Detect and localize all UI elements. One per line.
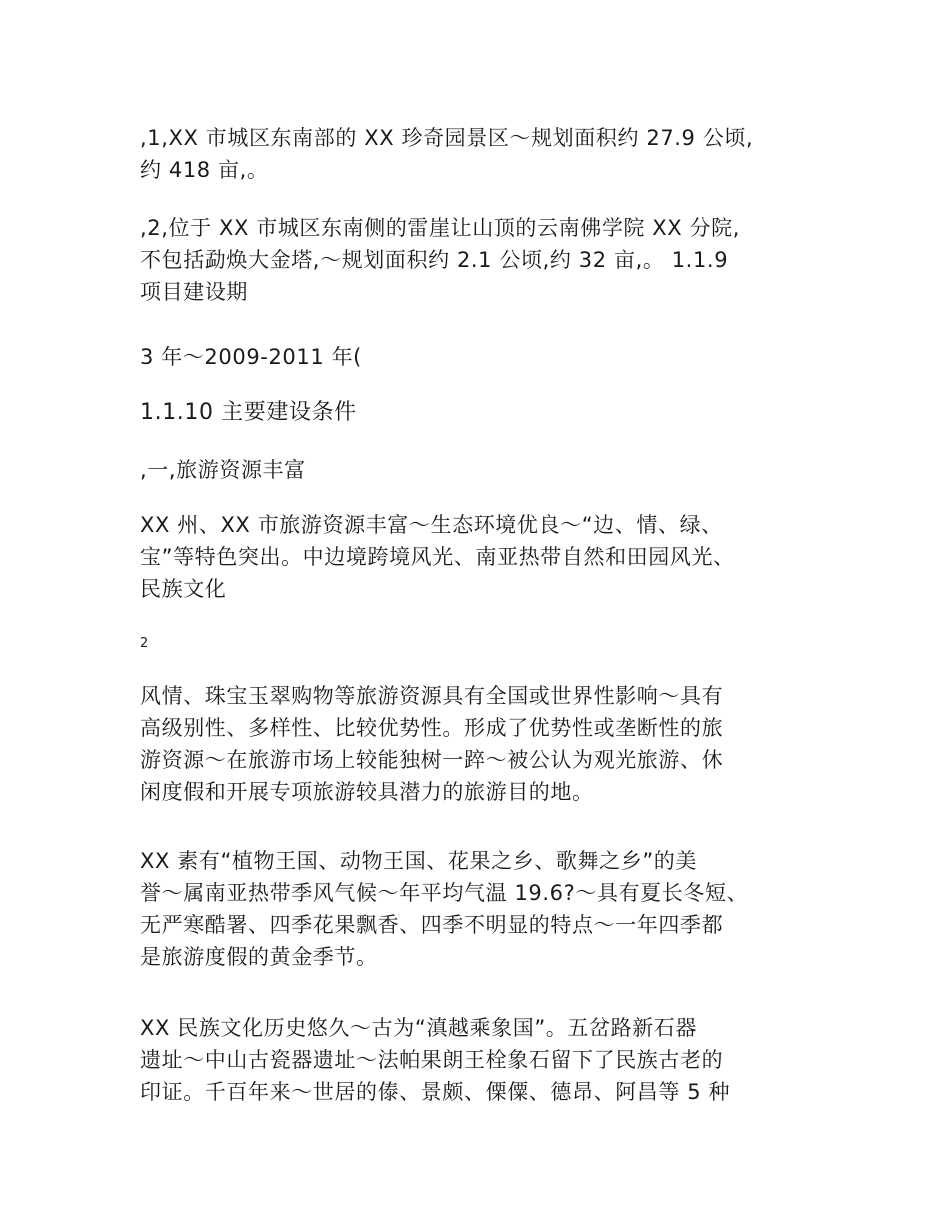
text-line: 闲度假和开展专项旅游较具潜力的旅游目的地。 <box>140 780 594 804</box>
text-line: 不包括勐焕大金塔,～规划面积约 2.1 公顷,约 32 亩,。 1.1.9 <box>140 248 729 272</box>
text-line: 无严寒酷署、四季花果飘香、四季不明显的特点～一年四季都 <box>140 913 724 937</box>
subheading-tourism-resources <box>140 454 820 486</box>
text-line: 是旅游度假的黄金季节。 <box>140 945 378 969</box>
text-line: 高级别性、多样性、比较优势性。形成了优势性或垄断性的旅 <box>140 716 724 740</box>
paragraph-climate <box>140 845 820 973</box>
paragraph-scenic-area-2 <box>140 212 820 308</box>
heading-text: 1.1.10 主要建设条件 <box>140 400 357 425</box>
text-line: 3 年～2009-2011 年( <box>140 345 362 369</box>
text-line: 遗址～中山古瓷器遗址～法帕果朗王栓象石留下了民族古老的 <box>140 1048 724 1072</box>
text-line: 印证。千百年来～世居的傣、景颇、傈僳、德昂、阿昌等 5 种 <box>140 1080 731 1104</box>
text-line: ,2,位于 XX 市城区东南侧的雷崖让山顶的云南佛学院 XX 分院, <box>140 216 741 240</box>
text-line: ,一,旅游资源丰富 <box>140 458 306 482</box>
text-line: ,1,XX 市城区东南部的 XX 珍奇园景区～规划面积约 27.9 公顷, <box>140 126 754 150</box>
paragraph-resource-advantages <box>140 680 820 808</box>
text-line: 游资源～在旅游市场上较能独树一踤～被公认为观光旅游、休 <box>140 748 724 772</box>
text-line: 风情、珠宝玉翠购物等旅游资源具有全国或世界性影响～具有 <box>140 684 724 708</box>
paragraph-ethnic-culture <box>140 1012 820 1108</box>
text-line: 宝”等特色突出。中边境跨境风光、南亚热带自然和田园风光、 <box>140 545 735 569</box>
page-number: 2 <box>140 636 149 651</box>
text-line: XX 州、XX 市旅游资源丰富～生态环境优良～“边、情、绿、 <box>140 513 723 537</box>
text-line: XX 素有“植物王国、动物王国、花果之乡、歌舞之乡”的美 <box>140 849 698 873</box>
paragraph-construction-period <box>140 341 820 373</box>
text-line: 项目建设期 <box>140 280 248 304</box>
text-line: 誉～属南亚热带季风气候～年平均气温 19.6?～具有夏长冬短、 <box>140 881 749 905</box>
text-line: 约 418 亩,。 <box>140 158 269 182</box>
text-line: XX 民族文化历史悠久～古为“滇越乘象国”。五岔路新石器 <box>140 1016 698 1040</box>
text-line: 民族文化 <box>140 577 227 601</box>
paragraph-scenic-area-1 <box>140 122 820 186</box>
section-heading-1-1-10 <box>140 397 820 429</box>
paragraph-tourism-overview <box>140 509 820 605</box>
